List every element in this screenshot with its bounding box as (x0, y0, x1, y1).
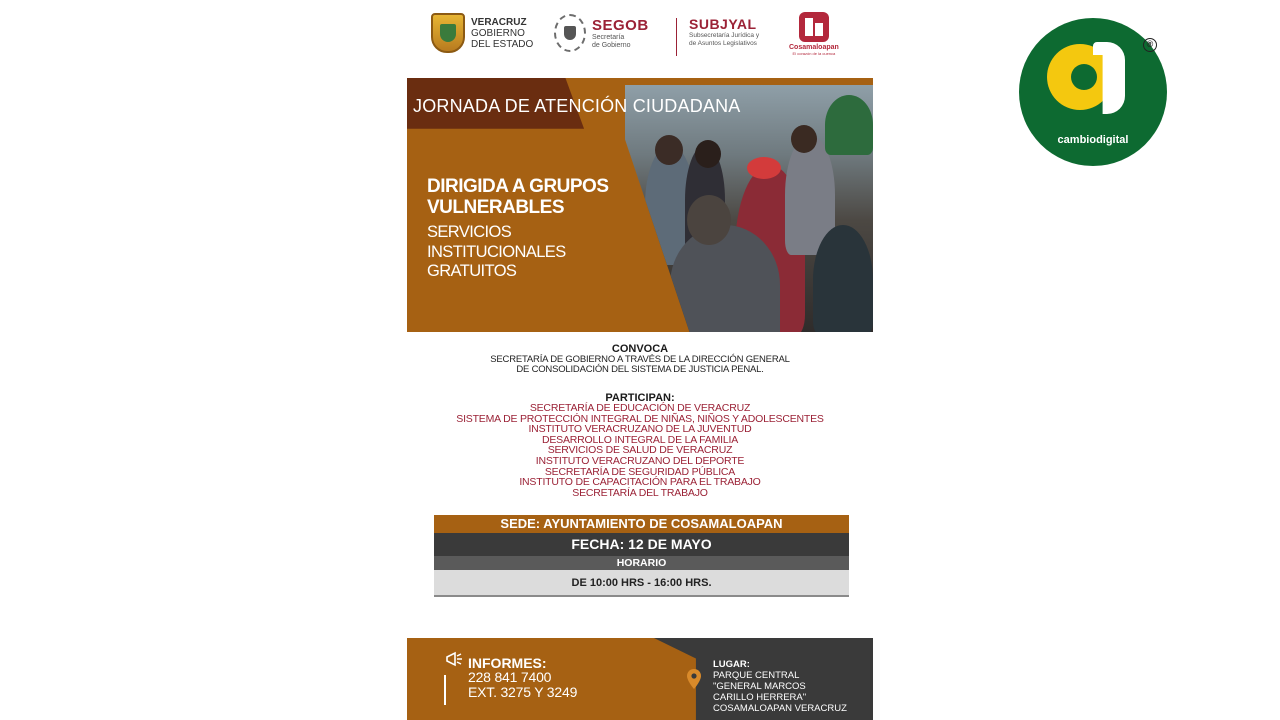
logo-divider (676, 18, 677, 56)
subjyal-sub2: de Asuntos Legislativos (689, 40, 757, 47)
subjyal-logo (689, 16, 759, 48)
lugar-line2: "GENERAL MARCOS (713, 681, 806, 692)
segob-logo (554, 14, 649, 52)
veracruz-logo-line3: DEL ESTADO (471, 38, 534, 50)
photo-cap (747, 157, 781, 179)
photo-head (655, 135, 683, 165)
event-poster (407, 0, 873, 720)
banner-sub-line2: INSTITUCIONALES (427, 242, 566, 261)
lugar-line4: COSAMALOAPAN VERACRUZ (713, 703, 847, 714)
segob-title: SEGOB (592, 16, 649, 34)
megaphone-icon (445, 651, 463, 667)
banner-heading (427, 176, 609, 218)
subjyal-logo-text (689, 16, 759, 48)
participant-item: INSTITUTO DE CAPACITACIÓN PARA EL TRABAJO (519, 476, 761, 489)
horario-value: DE 10:00 HRS - 16:00 HRS. (434, 570, 849, 597)
veracruz-logo-line2: GOBIERNO (471, 27, 525, 39)
photo-head (791, 125, 817, 153)
fecha-row: FECHA: 12 DE MAYO (434, 533, 849, 556)
horario-label: HORARIO (434, 556, 849, 570)
veracruz-logo-text (471, 17, 533, 50)
banner-sub-line3: GRATUITOS (427, 262, 517, 280)
convoca-line2: DE CONSOLIDACIÓN DEL SISTEMA DE JUSTICIA PENAL. (516, 364, 764, 375)
photo-head (687, 195, 731, 245)
lugar-line1: PARQUE CENTRAL (713, 670, 800, 681)
participan-list (407, 403, 873, 498)
participant-item: INSTITUTO VERACRUZANO DE LA JUVENTUD (528, 423, 752, 436)
photo-stroller (813, 225, 873, 332)
subjyal-sub1: Subsecretaría Jurídica y (689, 32, 760, 39)
banner-title: JORNADA DE ATENCIÓN CIUDADANA (413, 96, 741, 116)
segob-seal-icon (554, 14, 586, 52)
segob-logo-text (592, 17, 649, 50)
participant-item: SECRETARÍA DE SEGURIDAD PÚBLICA (544, 465, 736, 478)
participan-heading: PARTICIPAN: (605, 392, 675, 404)
registered-mark-icon: ® (1143, 38, 1157, 52)
veracruz-logo (431, 13, 533, 53)
participant-item: SISTEMA DE PROTECCIÓN INTEGRAL DE NIÑAS, NIÑOS Y ADOLESCENTES (456, 412, 824, 425)
convoca-line1: SECRETARÍA DE GOBIERNO A TRAVÉS DE LA DIRECCIÓN GENERAL (490, 354, 790, 365)
photo-head (695, 140, 721, 168)
segob-sub2: de Gobierno (592, 41, 631, 49)
subjyal-title: SUBJYAL (689, 16, 757, 32)
veracruz-shield-icon (431, 13, 465, 53)
banner-heading-line1: DIRIGIDA A GRUPOS (427, 176, 609, 197)
participant-item: INSTITUTO VERACRUZANO DEL DEPORTE (535, 454, 745, 467)
crowd-photo (625, 85, 873, 332)
hero-banner (407, 78, 873, 332)
convoca-heading: CONVOCA (611, 343, 669, 355)
poster-footer (407, 638, 873, 720)
cosamaloapan-slogan: El corazón de la cuenca (792, 51, 836, 56)
sede-row: SEDE: AYUNTAMIENTO DE COSAMALOAPAN (434, 515, 849, 533)
segob-sub1: Secretaría (592, 33, 625, 41)
cosamaloapan-mark-icon (799, 12, 829, 42)
cambiodigital-logo (1019, 18, 1167, 166)
lugar-block (713, 659, 847, 714)
photo-person (825, 95, 873, 155)
banner-subheading (427, 223, 566, 282)
lugar-label: LUGAR: (713, 659, 750, 670)
location-pin-icon (687, 669, 701, 689)
banner-sub-line1: SERVICIOS (427, 223, 512, 241)
brand-name-part2: digital (1096, 134, 1129, 146)
participant-item: DESARROLLO INTEGRAL DE LA FAMILIA (541, 433, 739, 446)
convoca-body (407, 355, 873, 375)
veracruz-logo-line1: VERACRUZ (471, 16, 527, 28)
cosamaloapan-logo (789, 12, 839, 56)
brand-name (1019, 134, 1167, 146)
participant-item: SECRETARÍA DEL TRABAJO (572, 486, 708, 499)
cosamaloapan-name: Cosamaloapan (789, 44, 839, 51)
brand-name-part1: cambio (1057, 134, 1097, 146)
informes-phone: 228 841 7400 (468, 669, 552, 685)
banner-heading-line2: VULNERABLES (427, 197, 565, 218)
lugar-line3: CARILLO HERRERA" (713, 692, 807, 703)
footer-divider (444, 675, 446, 705)
logo-strip (407, 0, 873, 72)
participant-item: SERVICIOS DE SALUD DE VERACRUZ (547, 444, 733, 457)
informes-title: INFORMES: (468, 655, 547, 671)
participant-item: SECRETARÍA DE EDUCACIÓN DE VERACRUZ (529, 402, 751, 414)
informes-ext: EXT. 3275 Y 3249 (468, 684, 578, 700)
